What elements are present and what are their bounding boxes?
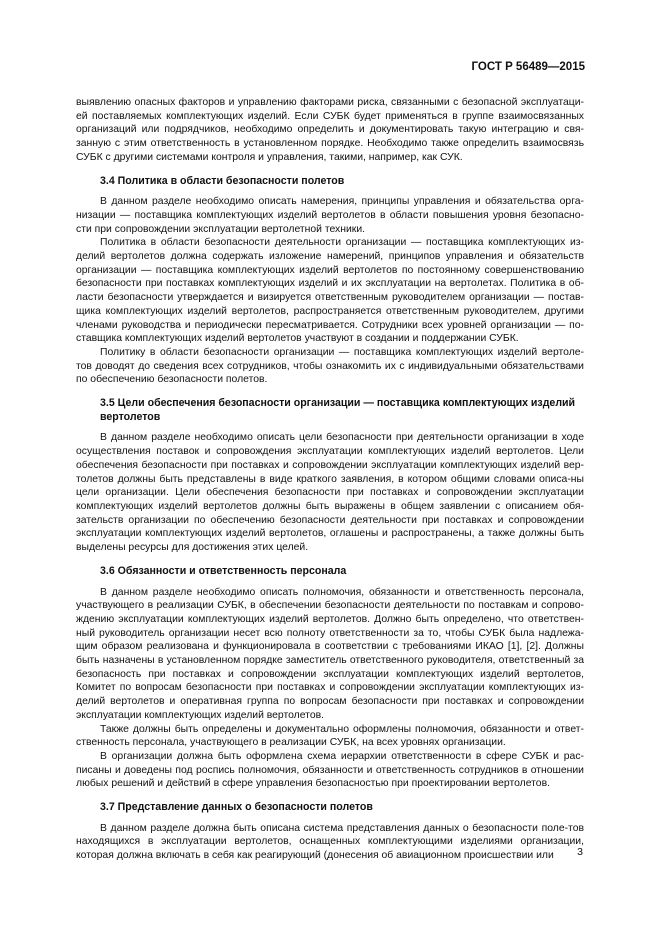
section-3-7-paragraph-1: В данном разделе должна быть описана система представления данных о безопасности поле-тов находящихся в эксплуатации вертолетов, оснащенных комплектующими изделиями организации, которая должна включать в себя как реагирующий (донесения об авиационном происшествии или: [76, 822, 584, 862]
section-3-6-paragraph-3: В организации должна быть оформлена схема иерархии ответственности в сфере СУБК и рас-писаны и доведены под роспись полномочия, обязанности и ответственность сотрудников в отношении любых решений и действий в сфере управления безопасностью при проектировании вертолетов.: [76, 750, 584, 790]
page-number: 3: [577, 846, 583, 858]
section-3-6-paragraph-2: Также должны быть определены и документально оформлены полномочия, обязанности и ответ-ственность персонала, участвующего в реализации СУБК, на всех уровнях организации.: [76, 723, 584, 749]
section-3-6-title: 3.6 Обязанности и ответственность персонала: [100, 564, 347, 577]
standard-header: ГОСТ Р 56489—2015: [471, 61, 585, 73]
section-3-5-title-line2: вертолетов: [100, 410, 161, 423]
section-3-5-paragraph-1: В данном разделе необходимо описать цели безопасности при деятельности организации в ходе осуществления поставок и сопровождения эксплуатации комплектующих изделий вертолетов. Цели обеспечения безопасности при поставках и сопровождении эксплуатации комплектующих изделий вер-толетов должны быть представлены в виде краткого заявления, в котором общими словами описа-ны цели организации. Цели обеспечения безопасности при поставках и сопровождении эксплуатации комплектующих изделий вертолетов должны быть выражены в общем заявлении с описанием обя-зательств организации по обеспечению безопасности деятельности при поставках и сопровождении эксплуатации комплектующих изделий вертолетов, оглашены и распространены, а также должны быть выделены ресурсы для достижения этих целей.: [76, 432, 584, 554]
section-3-6-paragraph-1: В данном разделе необходимо описать полномочия, обязанности и ответственность персонала, участвующего в реализации СУБК, в обеспечении безопасности деятельности по поставкам и сопрово-ждению эксплуатации комплектующих изделий вертолетов. Должно быть определено, что ответствен-ный руководитель организации несет всю полноту ответственности за то, чтобы СУБК была надлежа-щим образом реализована и функционировала в соответствии с требованиями ИКАО [1], [2]. Должны быть назначены в установленном порядке заместитель ответственного руководителя, ответственный за безопасность при поставках и сопровождении эксплуатации комплектующих изделий вертолетов, Комитет по вопросам безопасности при поставках и сопровождении эксплуатации комплектующих из-делий вертолетов и оперативная группа по вопросам безопасности при поставках и сопровождении эксплуатации комплектующих изделий вертолетов.: [76, 586, 584, 721]
section-3-5-title: [76, 397, 584, 424]
section-3-4-title: 3.4 Политика в области безопасности полетов: [100, 174, 345, 187]
section-3-4-paragraph-2: Политика в области безопасности деятельности организации — поставщика комплектующих из-делий вертолетов должна содержать изложение намерений, принципов управления и обязательств организации — поставщика комплектующих изделий вертолетов по постоянному совершенствованию безопасности при поставках комплектующих изделий и их эксплуатации на вертолетах. Политика в об-ласти безопасности утверждается и визируется ответственным руководителем организации — постав-щика комплектующих изделий вертолетов, распространяется ответственным руководителем, другими членами руководства и периодически пересматривается. Сотрудники всех уровней организации — по-ставщика комплектующих изделий вертолетов участвуют в создании и поддержании СУБК.: [76, 237, 584, 345]
section-3-7-title: 3.7 Представление данных о безопасности полетов: [100, 801, 373, 814]
document-body: [76, 96, 584, 863]
section-3-4-paragraph-3: Политику в области безопасности организации — поставщика комплектующих изделий вертоле-тов доводят до сведения всех сотрудников, чтобы ознакомить их с индивидуальными обязательствами по обеспечению безопасности полетов.: [76, 346, 584, 386]
section-3-4-paragraph-1: В данном разделе необходимо описать намерения, принципы управления и обязательства орга-низации — поставщика комплектующих изделий вертолетов в области повышения уровня безопасно-сти при сопровождении эксплуатации вертолетной техники.: [76, 196, 584, 235]
intro-paragraph: выявлению опасных факторов и управлению факторами риска, связанными с безопасной эксплуатаци-ей поставляемых комплектующих изделий. Если СУБК будет применяться в группе взаимосвязанных организаций или подрядчиков, необходимо определить и документировать такую интеграцию и свя-занную с этим ответственность в установленном порядке. Необходимо также определить взаимосвязь СУБК с другими системами контроля и управления, такими, например, как СУК.: [76, 97, 584, 163]
section-3-5-title-line1: 3.5 Цели обеспечения безопасности организации — поставщика комплектующих изделий: [100, 397, 576, 410]
